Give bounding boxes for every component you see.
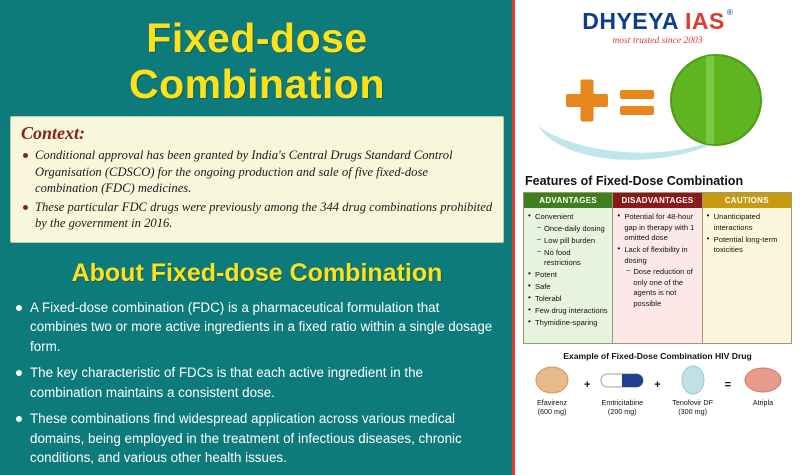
logo-brand-primary: DHYEYA	[582, 8, 679, 34]
list-item: Conditional approval has been granted by India's Central Drugs Standard Control Organisation (CDSCO) for the ongoing production and sale of five fixed-dose combination (FDC) medicines.	[21, 147, 493, 197]
logo-tagline: most trusted since 2003	[612, 36, 703, 46]
column-body-disadvantages	[613, 208, 701, 343]
list-item: These particular FDC drugs were previously among the 344 drug combinations prohibited by the government in 2016.	[21, 199, 493, 232]
plus-icon	[566, 80, 608, 122]
list-item	[528, 212, 609, 269]
list-item: • Potential for 48-hour gap in therapy with 1 omitted dose	[617, 212, 698, 244]
features-column-cautions	[703, 193, 791, 343]
right-panel	[512, 0, 800, 475]
efavirenz-pill-icon	[525, 365, 579, 395]
list-item: These combinations find widespread application across various medical domains, being employed in the treatment of infectious diseases, chronic conditions, and various other health issues.	[14, 409, 498, 468]
list-item: – No food restrictions	[537, 248, 609, 269]
features-table	[523, 192, 792, 344]
column-header-disadvantages: DISADVANTAGES	[613, 193, 701, 208]
green-tablet-icon	[671, 55, 761, 145]
list-item	[617, 245, 698, 309]
drug-dose: (300 mg)	[678, 407, 707, 416]
drug-name: Tenofovir DF	[672, 398, 713, 407]
pill-illustration	[523, 48, 792, 170]
logo	[523, 6, 792, 46]
atripla-pill-icon	[736, 365, 790, 395]
registered-mark-icon: ®	[726, 8, 733, 17]
column-header-advantages: ADVANTAGES	[524, 193, 612, 208]
logo-text-row	[582, 8, 733, 35]
about-list	[10, 298, 504, 468]
list-item-label: Convenient	[535, 212, 574, 221]
features-column-advantages	[524, 193, 613, 343]
list-item: • Potential long-term toxicities	[707, 235, 788, 256]
drug-name: Efavirenz	[537, 398, 567, 407]
equals-icon	[620, 90, 654, 115]
drug-atripla	[736, 365, 790, 407]
list-item: • Unanticipated interactions	[707, 212, 788, 233]
list-item: • Safe	[528, 282, 609, 293]
column-body-cautions	[703, 208, 791, 343]
about-heading: About Fixed-dose Combination	[71, 258, 443, 287]
drug-efavirenz	[525, 365, 579, 416]
operator-plus-1: +	[583, 379, 591, 391]
example-title: Example of Fixed-Dose Combination HIV Drug	[563, 351, 752, 361]
drug-dose: (600 mg)	[537, 407, 567, 416]
list-item: • Potent	[528, 270, 609, 281]
list-item: – Dose reduction of only one of the agents is not possible	[626, 267, 698, 309]
context-list	[21, 147, 493, 232]
page-title	[10, 6, 504, 114]
list-item-label: Lack of flexibility in dosing	[624, 245, 688, 265]
context-box	[10, 116, 504, 243]
features-title: Features of Fixed-Dose Combination	[525, 174, 744, 188]
list-item: The key characteristic of FDCs is that each active ingredient in the combination maintains a consistent dose.	[14, 363, 498, 402]
emtricitabine-capsule-icon	[595, 365, 649, 395]
column-body-advantages	[524, 208, 612, 343]
tenofovir-pill-icon	[666, 365, 720, 395]
list-item: • Thymidine-sparing	[528, 318, 609, 329]
example-drug-row	[523, 365, 792, 416]
drug-dose: (200 mg)	[607, 407, 637, 416]
list-item: – Once-daily dosing	[537, 224, 609, 235]
list-item: – Low pill burden	[537, 236, 609, 247]
page-title-line-2: Combination	[128, 61, 386, 107]
column-header-cautions: CAUTIONS	[703, 193, 791, 208]
features-column-disadvantages	[613, 193, 702, 343]
pill-equation-graphic	[528, 48, 788, 168]
operator-equals: =	[724, 379, 731, 391]
operator-plus-2: +	[654, 379, 661, 391]
list-item: • Few drug interactions	[528, 306, 609, 317]
list-item: • Tolerabl	[528, 294, 609, 305]
drug-name: Atripla	[752, 398, 774, 407]
context-heading: Context:	[21, 123, 86, 143]
logo-brand-secondary: IAS	[685, 8, 725, 34]
drug-tenofovir-df	[666, 365, 720, 416]
drug-name: Emtricitabine	[601, 398, 644, 407]
drug-emtricitabine	[595, 365, 649, 416]
page-title-line-1: Fixed-dose	[146, 15, 368, 61]
list-item: A Fixed-dose combination (FDC) is a pharmaceutical formulation that combines two or more active ingredients in a fixed ratio within a single dosage form.	[14, 298, 498, 357]
